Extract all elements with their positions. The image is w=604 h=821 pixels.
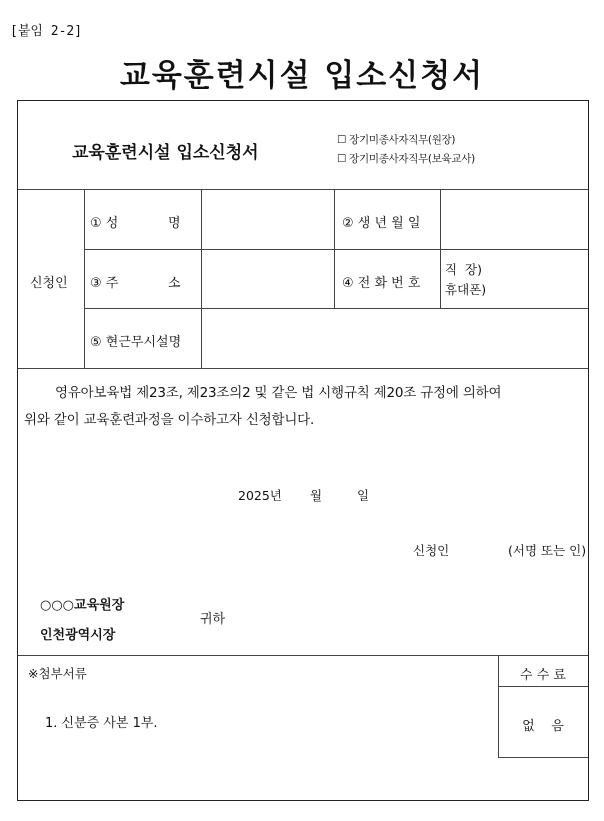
date-month: 월 <box>310 488 323 503</box>
signature-label: 신청인 <box>413 543 450 558</box>
divider <box>18 189 588 190</box>
address-input[interactable] <box>205 253 331 305</box>
document-title: 교육훈련시설 입소신청서 <box>119 58 485 94</box>
divider <box>18 368 588 369</box>
recipient-2: 인천광역시장 <box>40 628 116 643</box>
recipient-1 <box>40 594 124 613</box>
phone-mobile-label: 휴대폰) <box>445 282 487 297</box>
divider <box>498 686 588 687</box>
signature-note: (서명 또는 인) <box>508 543 587 558</box>
recipient-honorific: 귀하 <box>200 612 226 627</box>
attachments-title: ※첨부서류 <box>28 666 87 681</box>
facility-label: ⑤ 현근무시설명 <box>90 335 182 350</box>
phone-label: ④ 전 화 번 호 <box>342 276 421 291</box>
fee-label: 수 수 료 <box>520 668 566 683</box>
address-label: ③ 주 <box>90 276 119 291</box>
date-day: 일 <box>357 488 370 503</box>
divider <box>498 757 588 758</box>
fee-value: 없 음 <box>522 719 564 734</box>
phone-work-label: 직 장) <box>445 262 482 277</box>
date-year: 2025년 <box>238 488 282 503</box>
facility-input[interactable] <box>205 312 583 364</box>
checkbox-icon[interactable]: ☐ <box>337 153 347 165</box>
divider <box>201 189 202 368</box>
divider <box>84 308 588 309</box>
option-label: 장기미종사자직무(원장) <box>349 134 456 146</box>
option-director[interactable] <box>337 132 455 147</box>
address-label-end: 소 <box>168 276 181 291</box>
divider <box>84 249 588 250</box>
attachment-item: 1. 신분증 사본 1부. <box>45 716 158 731</box>
checkbox-icon[interactable]: ☐ <box>337 134 347 146</box>
statement-line: 위와 같이 교육훈련과정을 이수하고자 신청합니다. <box>24 412 315 428</box>
divider <box>440 189 441 308</box>
name-label-end: 명 <box>168 216 181 231</box>
option-label: 장기미종사자직무(보육교사) <box>349 153 475 165</box>
name-input[interactable] <box>205 194 331 246</box>
statement-line: 영유아보육법 제23조, 제23조의2 및 같은 법 시행규칙 제20조 규정에 의하여 <box>55 385 502 401</box>
divider <box>18 655 588 656</box>
recipient-name: 교육원장 <box>74 598 125 613</box>
birth-label: ② 생 년 월 일 <box>342 216 421 231</box>
recipient-prefix: ○○○ <box>40 598 75 613</box>
divider <box>84 189 85 368</box>
applicant-section-label: 신청인 <box>30 276 68 291</box>
form-header-title: 교육훈련시설 입소신청서 <box>72 143 259 163</box>
birth-input[interactable] <box>444 194 584 246</box>
annex-label: [붙임 2-2] <box>10 24 83 39</box>
option-teacher[interactable] <box>337 151 475 166</box>
name-label: ① 성 <box>90 216 119 231</box>
divider <box>334 189 335 308</box>
statement-paragraph <box>24 380 587 434</box>
